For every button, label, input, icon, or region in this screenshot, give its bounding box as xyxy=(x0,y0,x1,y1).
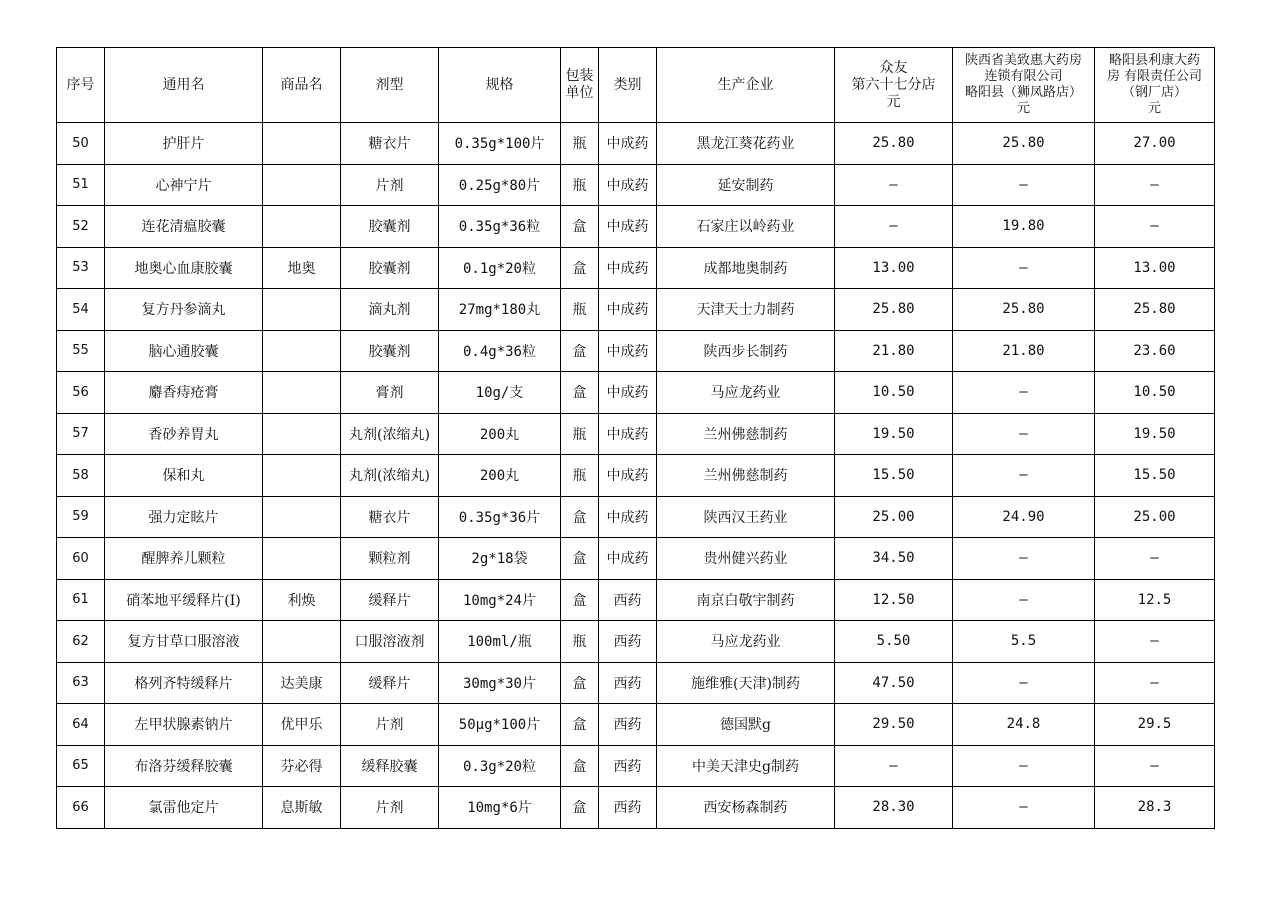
cell-dosage-form: 口服溶液剂 xyxy=(341,621,439,663)
cell-brand-name xyxy=(263,538,341,580)
cell-category: 西药 xyxy=(599,745,657,787)
cell-manufacturer: 德国默g xyxy=(657,704,835,746)
cell-price-likang: 23.60 xyxy=(1095,330,1215,372)
cell-seq: 60 xyxy=(57,538,105,580)
header-line: 剂型 xyxy=(375,76,404,93)
cell-price-meizhihui: — xyxy=(953,538,1095,580)
cell-price-zhongyou: 10.50 xyxy=(835,372,953,414)
cell-package-unit: 盒 xyxy=(561,579,599,621)
cell-spec: 10mg*24片 xyxy=(439,579,561,621)
cell-package-unit: 盒 xyxy=(561,206,599,248)
cell-manufacturer: 西安杨森制药 xyxy=(657,787,835,829)
cell-generic-name: 麝香痔疮膏 xyxy=(105,372,263,414)
cell-category: 中成药 xyxy=(599,247,657,289)
cell-price-likang: 28.3 xyxy=(1095,787,1215,829)
cell-price-zhongyou: 25.00 xyxy=(835,496,953,538)
cell-price-likang: 10.50 xyxy=(1095,372,1215,414)
cell-package-unit: 瓶 xyxy=(561,164,599,206)
cell-generic-name: 心神宁片 xyxy=(105,164,263,206)
cell-generic-name: 香砂养胃丸 xyxy=(105,413,263,455)
cell-generic-name: 氯雷他定片 xyxy=(105,787,263,829)
cell-price-likang: 25.80 xyxy=(1095,289,1215,331)
header-line: 略阳县利康大药 xyxy=(1108,53,1200,68)
cell-category: 西药 xyxy=(599,621,657,663)
cell-package-unit: 盒 xyxy=(561,247,599,289)
cell-price-zhongyou: 34.50 xyxy=(835,538,953,580)
cell-generic-name: 护肝片 xyxy=(105,123,263,165)
cell-seq: 61 xyxy=(57,579,105,621)
cell-price-meizhihui: — xyxy=(953,662,1095,704)
cell-price-likang: — xyxy=(1095,538,1215,580)
table-row xyxy=(57,579,1215,621)
cell-dosage-form: 胶囊剂 xyxy=(341,206,439,248)
table-row xyxy=(57,621,1215,663)
cell-manufacturer: 施维雅(天津)制药 xyxy=(657,662,835,704)
cell-category: 中成药 xyxy=(599,330,657,372)
cell-price-likang: 15.50 xyxy=(1095,455,1215,497)
cell-price-zhongyou: 21.80 xyxy=(835,330,953,372)
cell-spec: 0.4g*36粒 xyxy=(439,330,561,372)
cell-spec: 0.1g*20粒 xyxy=(439,247,561,289)
cell-seq: 51 xyxy=(57,164,105,206)
table-row xyxy=(57,538,1215,580)
cell-seq: 63 xyxy=(57,662,105,704)
cell-category: 西药 xyxy=(599,704,657,746)
cell-price-likang: 25.00 xyxy=(1095,496,1215,538)
cell-price-meizhihui: 5.5 xyxy=(953,621,1095,663)
cell-seq: 50 xyxy=(57,123,105,165)
header-price-zhongyou xyxy=(835,48,953,123)
cell-price-zhongyou: — xyxy=(835,164,953,206)
cell-price-likang: — xyxy=(1095,662,1215,704)
cell-package-unit: 瓶 xyxy=(561,455,599,497)
cell-package-unit: 瓶 xyxy=(561,123,599,165)
cell-dosage-form: 缓释片 xyxy=(341,579,439,621)
cell-price-meizhihui: 24.90 xyxy=(953,496,1095,538)
cell-generic-name: 复方甘草口服溶液 xyxy=(105,621,263,663)
cell-category: 中成药 xyxy=(599,496,657,538)
cell-generic-name: 强力定眩片 xyxy=(105,496,263,538)
cell-package-unit: 瓶 xyxy=(561,413,599,455)
cell-manufacturer: 贵州健兴药业 xyxy=(657,538,835,580)
cell-seq: 56 xyxy=(57,372,105,414)
cell-brand-name xyxy=(263,372,341,414)
cell-price-zhongyou: 28.30 xyxy=(835,787,953,829)
cell-package-unit: 盒 xyxy=(561,330,599,372)
cell-category: 中成药 xyxy=(599,289,657,331)
cell-dosage-form: 片剂 xyxy=(341,787,439,829)
header-line: 通用名 xyxy=(162,76,205,93)
cell-price-likang: 12.5 xyxy=(1095,579,1215,621)
cell-dosage-form: 糖衣片 xyxy=(341,496,439,538)
cell-category: 中成药 xyxy=(599,413,657,455)
cell-price-zhongyou: 47.50 xyxy=(835,662,953,704)
header-line: 单位 xyxy=(565,85,594,101)
cell-price-meizhihui: 21.80 xyxy=(953,330,1095,372)
cell-package-unit: 盒 xyxy=(561,496,599,538)
table-row xyxy=(57,289,1215,331)
cell-manufacturer: 兰州佛慈制药 xyxy=(657,455,835,497)
header-line: 规格 xyxy=(485,76,514,93)
cell-price-meizhihui: 19.80 xyxy=(953,206,1095,248)
cell-generic-name: 格列齐特缓释片 xyxy=(105,662,263,704)
cell-manufacturer: 延安制药 xyxy=(657,164,835,206)
cell-price-zhongyou: 19.50 xyxy=(835,413,953,455)
header-line: 房 有限责任公司 xyxy=(1106,69,1203,84)
cell-manufacturer: 马应龙药业 xyxy=(657,372,835,414)
cell-price-likang: 13.00 xyxy=(1095,247,1215,289)
header-line: 陕西省美致惠大药房 xyxy=(964,53,1082,68)
cell-category: 中成药 xyxy=(599,164,657,206)
cell-price-likang: — xyxy=(1095,745,1215,787)
cell-dosage-form: 片剂 xyxy=(341,704,439,746)
cell-spec: 50μg*100片 xyxy=(439,704,561,746)
cell-dosage-form: 膏剂 xyxy=(341,372,439,414)
cell-brand-name xyxy=(263,164,341,206)
table-row xyxy=(57,662,1215,704)
cell-dosage-form: 胶囊剂 xyxy=(341,247,439,289)
cell-generic-name: 复方丹参滴丸 xyxy=(105,289,263,331)
cell-brand-name xyxy=(263,330,341,372)
header-price-meizhihui xyxy=(953,48,1095,123)
cell-price-zhongyou: 5.50 xyxy=(835,621,953,663)
table-body xyxy=(57,123,1215,829)
cell-brand-name: 息斯敏 xyxy=(263,787,341,829)
cell-category: 中成药 xyxy=(599,206,657,248)
cell-dosage-form: 胶囊剂 xyxy=(341,330,439,372)
cell-price-likang: 19.50 xyxy=(1095,413,1215,455)
cell-dosage-form: 颗粒剂 xyxy=(341,538,439,580)
cell-brand-name xyxy=(263,496,341,538)
header-brand-name xyxy=(263,48,341,123)
header-row xyxy=(57,48,1215,123)
cell-seq: 57 xyxy=(57,413,105,455)
header-seq xyxy=(57,48,105,123)
header-line: 生产企业 xyxy=(717,76,774,93)
cell-spec: 200丸 xyxy=(439,413,561,455)
header-line: 商品名 xyxy=(280,76,323,93)
cell-package-unit: 瓶 xyxy=(561,289,599,331)
cell-dosage-form: 滴丸剂 xyxy=(341,289,439,331)
header-line: 略阳县（狮凤路店） xyxy=(964,85,1082,100)
cell-price-zhongyou: — xyxy=(835,745,953,787)
cell-price-meizhihui: — xyxy=(953,413,1095,455)
table-row xyxy=(57,247,1215,289)
table-row xyxy=(57,496,1215,538)
cell-seq: 66 xyxy=(57,787,105,829)
cell-seq: 64 xyxy=(57,704,105,746)
cell-category: 中成药 xyxy=(599,538,657,580)
cell-spec: 100ml/瓶 xyxy=(439,621,561,663)
header-line: 包装 xyxy=(565,68,594,84)
cell-manufacturer: 中美天津史g制药 xyxy=(657,745,835,787)
table-row xyxy=(57,455,1215,497)
table-row xyxy=(57,787,1215,829)
cell-brand-name: 优甲乐 xyxy=(263,704,341,746)
cell-category: 中成药 xyxy=(599,123,657,165)
cell-generic-name: 硝苯地平缓释片(Ⅰ) xyxy=(105,579,263,621)
cell-brand-name xyxy=(263,206,341,248)
cell-brand-name: 达美康 xyxy=(263,662,341,704)
cell-dosage-form: 丸剂(浓缩丸) xyxy=(341,413,439,455)
cell-package-unit: 盒 xyxy=(561,662,599,704)
cell-price-zhongyou: 15.50 xyxy=(835,455,953,497)
table-row xyxy=(57,372,1215,414)
table-header xyxy=(57,48,1215,123)
cell-spec: 0.35g*36片 xyxy=(439,496,561,538)
cell-manufacturer: 马应龙药业 xyxy=(657,621,835,663)
cell-manufacturer: 陕西步长制药 xyxy=(657,330,835,372)
cell-dosage-form: 缓释片 xyxy=(341,662,439,704)
header-category xyxy=(599,48,657,123)
cell-dosage-form: 片剂 xyxy=(341,164,439,206)
cell-price-zhongyou: 13.00 xyxy=(835,247,953,289)
cell-price-zhongyou: 25.80 xyxy=(835,289,953,331)
header-manufacturer xyxy=(657,48,835,123)
cell-price-likang: 29.5 xyxy=(1095,704,1215,746)
header-line: 元 xyxy=(886,93,901,110)
header-price-likang xyxy=(1095,48,1215,123)
cell-price-meizhihui: — xyxy=(953,745,1095,787)
cell-price-meizhihui: 24.8 xyxy=(953,704,1095,746)
cell-generic-name: 连花清瘟胶囊 xyxy=(105,206,263,248)
table-row xyxy=(57,704,1215,746)
cell-price-likang: — xyxy=(1095,621,1215,663)
cell-generic-name: 左甲状腺素钠片 xyxy=(105,704,263,746)
cell-price-meizhihui: 25.80 xyxy=(953,123,1095,165)
cell-price-likang: 27.00 xyxy=(1095,123,1215,165)
cell-package-unit: 盒 xyxy=(561,372,599,414)
cell-dosage-form: 糖衣片 xyxy=(341,123,439,165)
header-line: 众友 xyxy=(879,59,908,76)
header-line: （钢厂店） xyxy=(1121,85,1187,100)
cell-spec: 10mg*6片 xyxy=(439,787,561,829)
cell-spec: 0.3g*20粒 xyxy=(439,745,561,787)
table-row xyxy=(57,164,1215,206)
cell-category: 中成药 xyxy=(599,372,657,414)
cell-seq: 52 xyxy=(57,206,105,248)
header-line: 第六十七分店 xyxy=(851,76,936,93)
cell-seq: 53 xyxy=(57,247,105,289)
cell-spec: 10g/支 xyxy=(439,372,561,414)
cell-category: 西药 xyxy=(599,579,657,621)
cell-manufacturer: 石家庄以岭药业 xyxy=(657,206,835,248)
table-row xyxy=(57,413,1215,455)
cell-spec: 0.35g*100片 xyxy=(439,123,561,165)
cell-seq: 65 xyxy=(57,745,105,787)
cell-price-zhongyou: — xyxy=(835,206,953,248)
cell-manufacturer: 陕西汉王药业 xyxy=(657,496,835,538)
cell-package-unit: 盒 xyxy=(561,787,599,829)
table-row xyxy=(57,745,1215,787)
cell-package-unit: 盒 xyxy=(561,704,599,746)
cell-spec: 30mg*30片 xyxy=(439,662,561,704)
cell-price-zhongyou: 25.80 xyxy=(835,123,953,165)
cell-dosage-form: 丸剂(浓缩丸) xyxy=(341,455,439,497)
cell-price-meizhihui: 25.80 xyxy=(953,289,1095,331)
cell-seq: 59 xyxy=(57,496,105,538)
table-row xyxy=(57,206,1215,248)
cell-brand-name xyxy=(263,289,341,331)
cell-package-unit: 盒 xyxy=(561,538,599,580)
header-line: 元 xyxy=(1147,101,1161,116)
cell-category: 西药 xyxy=(599,787,657,829)
cell-brand-name: 芬必得 xyxy=(263,745,341,787)
cell-dosage-form: 缓释胶囊 xyxy=(341,745,439,787)
cell-price-meizhihui: — xyxy=(953,579,1095,621)
table-row xyxy=(57,123,1215,165)
cell-generic-name: 布洛芬缓释胶囊 xyxy=(105,745,263,787)
cell-seq: 55 xyxy=(57,330,105,372)
header-line: 序号 xyxy=(66,76,95,93)
cell-brand-name xyxy=(263,455,341,497)
cell-generic-name: 醒脾养儿颗粒 xyxy=(105,538,263,580)
cell-generic-name: 地奥心血康胶囊 xyxy=(105,247,263,289)
cell-seq: 58 xyxy=(57,455,105,497)
table-row xyxy=(57,330,1215,372)
header-package-unit xyxy=(561,48,599,123)
cell-manufacturer: 黑龙江葵花药业 xyxy=(657,123,835,165)
cell-seq: 54 xyxy=(57,289,105,331)
cell-manufacturer: 兰州佛慈制药 xyxy=(657,413,835,455)
cell-brand-name: 利焕 xyxy=(263,579,341,621)
cell-spec: 0.35g*36粒 xyxy=(439,206,561,248)
cell-spec: 27mg*180丸 xyxy=(439,289,561,331)
cell-price-meizhihui: — xyxy=(953,164,1095,206)
cell-price-likang: — xyxy=(1095,164,1215,206)
cell-spec: 2g*18袋 xyxy=(439,538,561,580)
cell-brand-name xyxy=(263,621,341,663)
cell-seq: 62 xyxy=(57,621,105,663)
header-dosage-form xyxy=(341,48,439,123)
cell-manufacturer: 成都地奥制药 xyxy=(657,247,835,289)
cell-brand-name: 地奥 xyxy=(263,247,341,289)
cell-price-meizhihui: — xyxy=(953,455,1095,497)
header-generic-name xyxy=(105,48,263,123)
cell-price-meizhihui: — xyxy=(953,247,1095,289)
cell-category: 中成药 xyxy=(599,455,657,497)
cell-price-meizhihui: — xyxy=(953,372,1095,414)
cell-category: 西药 xyxy=(599,662,657,704)
cell-generic-name: 保和丸 xyxy=(105,455,263,497)
header-line: 类别 xyxy=(613,76,642,93)
cell-brand-name xyxy=(263,123,341,165)
cell-price-zhongyou: 12.50 xyxy=(835,579,953,621)
cell-brand-name xyxy=(263,413,341,455)
cell-package-unit: 瓶 xyxy=(561,621,599,663)
cell-price-meizhihui: — xyxy=(953,787,1095,829)
cell-generic-name: 脑心通胶囊 xyxy=(105,330,263,372)
cell-manufacturer: 天津天士力制药 xyxy=(657,289,835,331)
drug-price-table xyxy=(56,47,1215,829)
header-line: 连锁有限公司 xyxy=(984,69,1063,84)
header-line: 元 xyxy=(1016,101,1030,116)
cell-spec: 0.25g*80片 xyxy=(439,164,561,206)
header-spec xyxy=(439,48,561,123)
cell-price-zhongyou: 29.50 xyxy=(835,704,953,746)
cell-price-likang: — xyxy=(1095,206,1215,248)
cell-manufacturer: 南京白敬宇制药 xyxy=(657,579,835,621)
cell-spec: 200丸 xyxy=(439,455,561,497)
cell-package-unit: 盒 xyxy=(561,745,599,787)
